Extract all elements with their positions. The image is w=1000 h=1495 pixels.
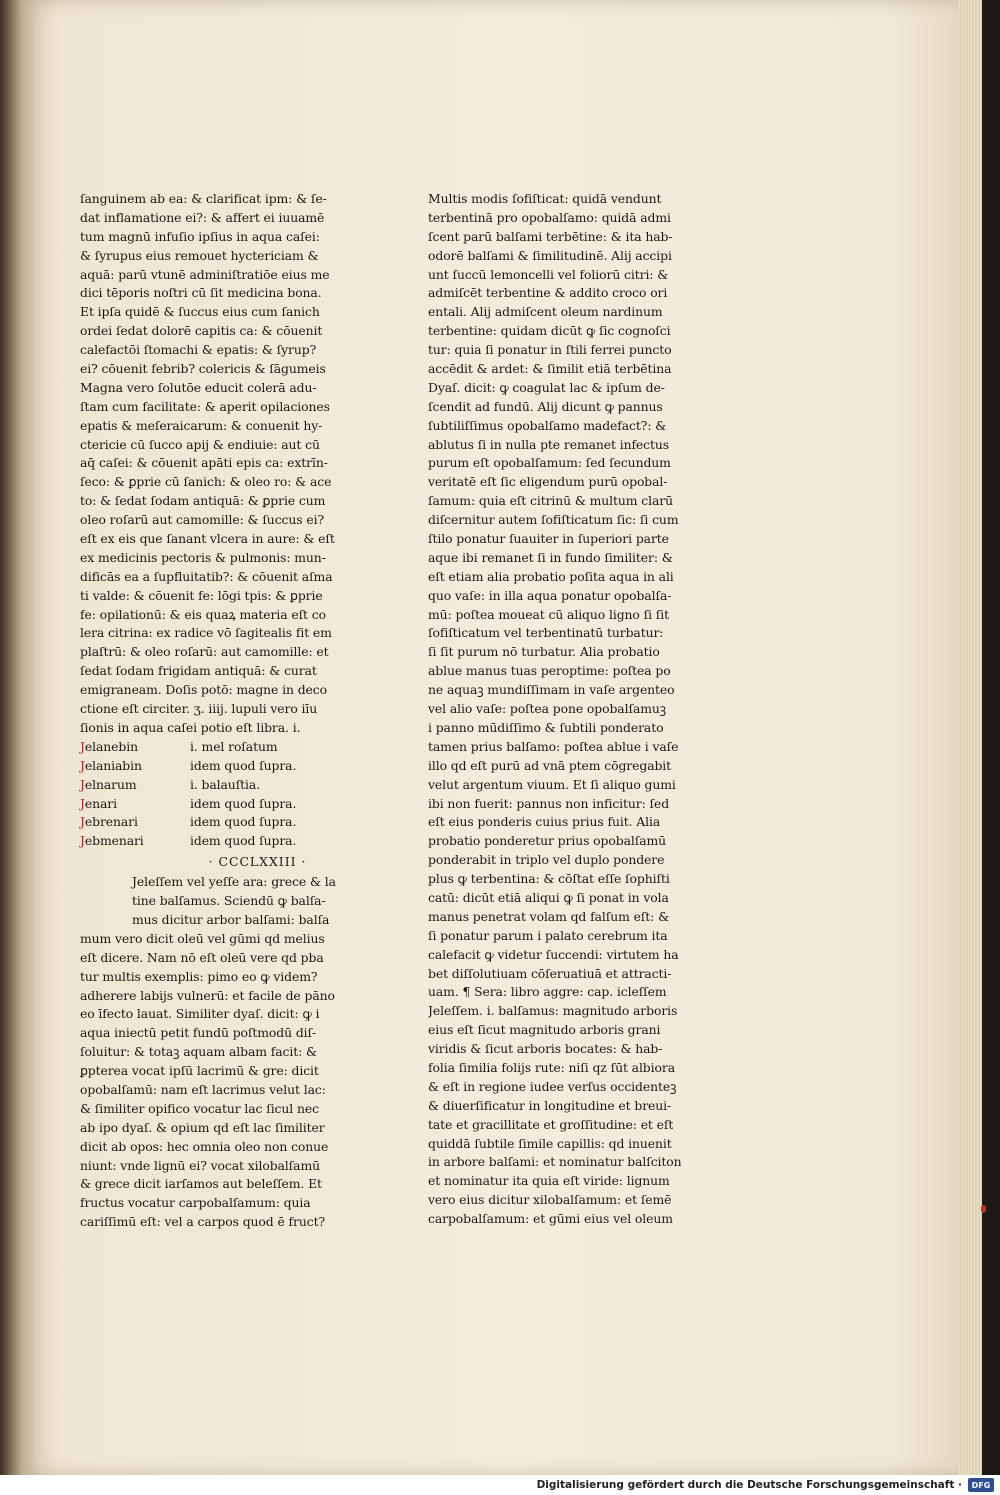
text-line: oleo roſarū aut camomille: & ſuccus ei?: [80, 512, 324, 528]
glossary-list: [80, 738, 385, 851]
text-line: aque ibi remanet ſi in fundo ſimiliter: &: [428, 549, 673, 565]
text-line: emigraneam. Doſis potō: magne in deco: [80, 682, 327, 698]
text-line: tum magnū infuſio ipſius in aqua caſei:: [80, 228, 320, 244]
text-line: Multis modis ſofiſticat: quidā vendunt: [428, 191, 662, 206]
text-line: terbentine: quidam dicūt ꝙ ſic cognoſci: [428, 323, 671, 339]
text-line: & diuerſificatur in longitudine et breui-: [428, 1097, 672, 1113]
text-line: uam. ¶ Sera: libro aggre: cap. icleſſem: [428, 984, 667, 1000]
text-line: ex medicinis pectoris & pulmonis: mun-: [80, 549, 326, 565]
text-line: illo qd eſt purū ad vnā ptem cōgregabit: [428, 757, 672, 773]
digitization-footer: [0, 1475, 1000, 1495]
right-text-column: [428, 190, 726, 1229]
text-line: quo vaſe: in illa aqua ponatur opobalſa-: [428, 587, 672, 603]
text-line: & ſyrupus eius remouet hyctericiam &: [80, 247, 319, 263]
text-line: ſeco: & ꝑprie cū ſanich: & oleo ro: & ace: [80, 474, 332, 490]
text-line: eſt dicere. Nam nō eſt oleū vere qd pba: [80, 949, 324, 965]
text-line: ti valde: & cōuenit fe: lōgi tpis: & ꝑprie: [80, 587, 323, 603]
text-line: to: & ſedat ſodam antiquā: & ꝑprie cum: [80, 493, 326, 509]
text-line: dat inflamatione ei?: & affert ei iuuamē: [80, 209, 325, 225]
text-line: ſofiſticatum vel terbentinatū turbatur:: [428, 625, 664, 641]
text-line: probatio ponderetur prius opobalſamū: [428, 833, 667, 849]
text-line: mus dicitur arbor balſami: balſa: [132, 911, 330, 927]
text-line: folia ſimilia folijs rute: niſi qz ſūt albiora: [428, 1059, 675, 1075]
text-line: carpobalſamum: et gūmi eius vel oleum: [428, 1211, 673, 1227]
glossary-term: Jelnarum: [80, 776, 137, 792]
text-line: ne aquaꝫ mundiſſimam in vaſe argenteo: [428, 682, 675, 698]
text-line: ſi ponatur parum i palato cerebrum ita: [428, 927, 668, 943]
text-line: Dyaſ. dicit: ꝙ coagulat lac & ipſum de-: [428, 379, 665, 395]
text-line: plus ꝙ terbentina: & cōſtat eſſe ſophiſti: [428, 871, 670, 887]
text-line: cariſſimū eſt: vel a carpos quod ē fruct?: [80, 1214, 325, 1230]
left-column-body: [80, 190, 385, 738]
glossary-row: [80, 813, 385, 832]
text-line: dicit ab opos: hec omnia oleo non conue: [80, 1138, 329, 1154]
text-line: ſedat ſodam frigidam antiquā: & curat: [80, 663, 317, 679]
page-marker-dot: [981, 1205, 986, 1213]
text-line: ablutus ſi in nulla pte remanet infectus: [428, 436, 670, 452]
glossary-term: Jebrenari: [80, 814, 138, 830]
text-line: eius eſt ſicut magnitudo arboris grani: [428, 1022, 661, 1038]
text-line: Jeleſſem vel yeſſe ara: grece & la: [132, 874, 336, 890]
right-column-body: [428, 190, 726, 1229]
text-line: dici tēporis noſtri cū ſit medicina bona.: [80, 285, 322, 301]
text-line: plaſtrū: & oleo roſarū: aut camomille: et: [80, 644, 329, 660]
glossary-row: [80, 776, 385, 795]
text-line: ab ipo dyaſ. & opium qd eſt lac ſimiliter: [80, 1119, 325, 1135]
text-line: tamen prius balſamo: poſtea ablue i vaſe: [428, 738, 679, 754]
text-line: ctericie cū ſucco apij & endiuie: aut cū: [80, 436, 320, 452]
text-line: ſamum: quia eſt citrinū & multum clarū: [428, 493, 673, 509]
chapter-heading: · CCCLXXIII ·: [208, 854, 307, 870]
text-line: mum vero dicit oleū vel gūmi qd melius: [80, 930, 325, 946]
text-line: ſcendit ad fundū. Alij dicunt ꝙ pannus: [428, 398, 663, 414]
text-line: quiddā ſubtile ſimile capillis: qd inuenit: [428, 1135, 672, 1151]
glossary-term: Jelanebin: [80, 738, 138, 754]
text-line: aq̄ caſei: & cōuenit apāti epis ca: extrīn-: [80, 455, 328, 471]
text-line: ſi ſit purum nō turbatur. Alia probatio: [428, 644, 660, 660]
text-line: et nominatur ita quia eſt viride: lignum: [428, 1173, 670, 1189]
text-line: dificās ea a ſupfluitatib?: & cōuenit aſma: [80, 568, 333, 584]
glossary-row: [80, 795, 385, 814]
text-line: ibi non fuerit: pannus non inficitur: ſed: [428, 795, 670, 811]
text-line: opobalſamū: nam eſt lacrimus velut lac:: [80, 1081, 326, 1097]
text-line: & grece dicit iarſamos aut beleſſem. Et: [80, 1176, 322, 1192]
text-line: manus penetrat volam qd falſum eſt: &: [428, 908, 670, 924]
text-line: & ſimiliter opifico vocatur lac ſicul nec: [80, 1100, 319, 1116]
text-line: niunt: vnde lignū ei? vocat xilobalſamū: [80, 1157, 320, 1173]
text-line: epatis & meſeraicarum: & conuenit hy-: [80, 417, 323, 433]
text-line: lera citrina: ex radice vō ſagitealis fit em: [80, 625, 332, 641]
text-line: diſcernitur autem ſofiſticatum ſic: ſi cum: [428, 512, 679, 528]
text-line: terbentinā pro opobalſamo: quidā admi: [428, 209, 671, 225]
glossary-term: Jebmenari: [80, 833, 144, 849]
text-line: tate et gracillitate et groſſitudine: et eſt: [428, 1116, 674, 1132]
dfg-logo-icon: DFG: [968, 1478, 994, 1492]
text-line: fructus vocatur carpobalſamum: quia: [80, 1195, 311, 1211]
text-line: in arbore balſami: et nominatur balſciton: [428, 1154, 682, 1170]
text-line: fe: opilationū: & eis quaꝝ materia eſt co: [80, 606, 326, 622]
left-text-column: [80, 190, 385, 1232]
text-line: i panno mūdiſſimo & ſubtili ponderato: [428, 719, 664, 735]
text-line: mū: poſtea moueat cū aliquo ligno ſi ſit: [428, 606, 670, 622]
text-line: entali. Alij admiſcent oleum nardinum: [428, 304, 663, 320]
text-line: ſtam cum facilitate: & aperit opilaciones: [80, 398, 330, 414]
page-edge-stack: [958, 0, 982, 1475]
glossary-row: [80, 757, 385, 776]
text-line: tur multis exemplis: pimo eo ꝙ videm?: [80, 968, 318, 984]
text-line: ſtilo ponatur ſuauiter in ſuperiori parte: [428, 531, 669, 547]
glossary-gloss: i. mel roſatum: [190, 738, 278, 754]
text-line: Et ipſa quidē & ſuccus eius cum ſanich: [80, 304, 320, 320]
text-line: admiſcēt terbentine & addito croco ori: [428, 285, 668, 301]
text-line: purum eſt opobalſamum: ſed ſecundum: [428, 455, 671, 471]
glossary-gloss: idem quod ſupra.: [190, 757, 297, 773]
text-line: ſanguinem ab ea: & clarificat ipm: & ſe-: [80, 191, 327, 206]
text-line: odorē balſami & ſimilitudinē. Alij accipi: [428, 247, 672, 263]
text-line: ablue manus tuas peroptime: poſtea po: [428, 663, 671, 679]
text-line: ſoluitur: & totaꝫ aquam albam facit: &: [80, 1044, 317, 1060]
text-line: ſubtiliſſimus opobalſamo madefact?: &: [428, 417, 667, 433]
text-line: adherere labijs vulnerū: et facile de pāno: [80, 987, 335, 1003]
glossary-gloss: idem quod ſupra.: [190, 795, 297, 811]
text-line: Magna vero ſolutōe educit colerā adu-: [80, 379, 317, 395]
text-line: bet diſſolutiuam cōſeruatiuā et attracti-: [428, 965, 672, 981]
glossary-row: [80, 832, 385, 851]
text-line: eſt etiam alia probatio poſita aqua in ali: [428, 568, 674, 584]
text-line: ctione eſt circiter. ʒ. iiij. lupuli vero iīu: [80, 701, 318, 717]
text-line: veritatē eſt ſic eligendum purū opobal-: [428, 474, 668, 490]
glossary-row: [80, 738, 385, 757]
footer-credit: Digitalisierung gefördert durch die Deutsche Forschungsgemeinschaft ·: [536, 1479, 962, 1491]
text-line: calefactōi ſtomachi & epatis: & ſyrup?: [80, 342, 317, 358]
text-line: tur: quia ſi ponatur in ſtili ferrei puncto: [428, 342, 672, 358]
text-line: ordei ſedat dolorē capitis ca: & cōuenit: [80, 323, 323, 339]
text-line: aqua iniectū petit fundū poſtmodū diſ-: [80, 1025, 317, 1041]
text-line: velut argentum viuum. Et ſi aliquo gumi: [428, 776, 676, 792]
glossary-gloss: idem quod ſupra.: [190, 814, 297, 830]
glossary-term: Jelaniabin: [80, 757, 142, 773]
text-line: ꝑpterea vocat ipſū lacrimū & gre: dicit: [80, 1063, 319, 1079]
text-line: ponderabit in triplo vel duplo pondere: [428, 852, 665, 868]
chapter-body: [80, 873, 385, 1232]
text-line: accēdit & ardet: & ſimilit etiā terbētina: [428, 361, 672, 377]
glossary-term: Jenari: [80, 795, 117, 811]
text-line: viridis & ſicut arboris bocates: & hab-: [428, 1041, 663, 1057]
text-line: ei? cōuenit febrib? colericis & ſāgumeis: [80, 361, 326, 377]
text-line: eo īfecto lauat. Similiter dyaſ. dicit: ꝙ i: [80, 1006, 320, 1022]
text-line: vero eius dicitur xilobalſamum: et ſemē: [428, 1192, 672, 1208]
text-line: unt ſuccū lemoncelli vel foliorū citri: &: [428, 266, 669, 282]
text-line: tine balſamus. Sciendū ꝙ balſa-: [132, 893, 326, 909]
text-line: eſt ex eis que ſanant vlcera in aure: & eſt: [80, 531, 335, 547]
glossary-gloss: i. balauſtia.: [190, 776, 261, 792]
text-line: vel alio vaſe: poſtea pone opobalſamuꝫ: [428, 701, 666, 717]
text-line: catū: dicūt etiā aliqui ꝙ ſi ponat in vola: [428, 889, 669, 905]
text-line: calefacit ꝙ videtur ſuccendi: virtutem ha: [428, 946, 679, 962]
text-line: & eſt in regione iudee verſus occidenteꝫ: [428, 1078, 677, 1094]
text-line: eſt eius ponderis cuius prius fuit. Alia: [428, 814, 661, 830]
text-line: aquā: parū vtunē adminiſtratiōe eius me: [80, 266, 330, 282]
glossary-gloss: idem quod ſupra.: [190, 833, 297, 849]
text-line: Jeleſſem. i. balſamus: magnitudo arboris: [428, 1003, 678, 1019]
text-line: ſionis in aqua caſei potio eſt libra. i.: [80, 719, 301, 735]
text-line: ſcent parū balſami terbētine: & ita hab-: [428, 228, 673, 244]
